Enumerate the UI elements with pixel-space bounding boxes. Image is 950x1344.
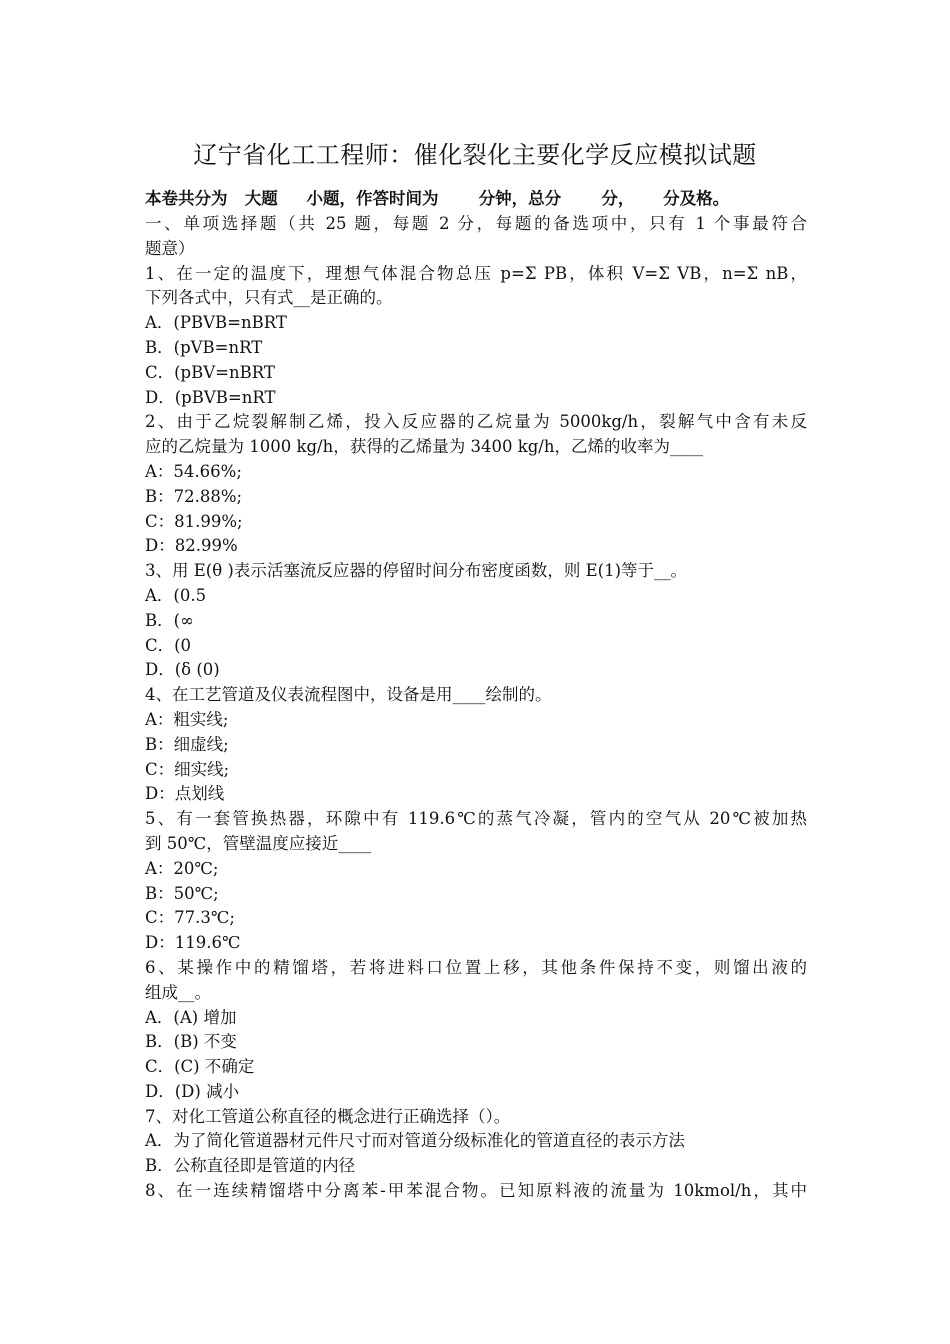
text-line: B：72.88%;: [145, 486, 243, 506]
text-line: 1、在一定的温度下，理想气体混合物总压 p=Σ PB，体积 V=Σ VB，n=Σ nB，: [145, 263, 807, 283]
text-line: A：粗实线;: [145, 709, 229, 729]
text-line: C．(0: [145, 635, 192, 655]
text-line: 8、在一连续精馏塔中分离苯-甲苯混合物。已知原料液的流量为 10kmol/h，其中: [145, 1181, 807, 1201]
text-line: B．(pVB=nRT: [145, 337, 263, 357]
text-line: B：细虚线;: [145, 734, 229, 754]
text-line: D．(δ (0): [145, 660, 220, 680]
text-line: 7、对化工管道公称直径的概念进行正确选择（）。: [145, 1106, 511, 1126]
text-line: C．(C) 不确定: [145, 1057, 255, 1077]
text-line: 组成__。: [145, 982, 211, 1002]
text-line: A．为了简化管道器材元件尺寸而对管道分级标准化的管道直径的表示方法: [145, 1131, 685, 1151]
text-line: C：77.3℃;: [145, 908, 235, 928]
text-line: A．(PBVB=nBRT: [145, 313, 287, 333]
text-line: A：20℃;: [145, 858, 219, 878]
text-line: C：细实线;: [145, 759, 230, 779]
text-line: B．(B) 不变: [145, 1032, 237, 1052]
text-line: C．(pBV=nBRT: [145, 362, 275, 382]
text-line: 3、用 E(θ )表示活塞流反应器的停留时间分布密度函数，则 E(1)等于__。: [145, 561, 688, 581]
text-line: 6、某操作中的精馏塔，若将进料口位置上移，其他条件保持不变，则馏出液的: [145, 957, 807, 977]
page-title: 辽宁省化工工程师：催化裂化主要化学反应模拟试题: [193, 141, 757, 169]
exam-intro: 本卷共分为 大题 小题，作答时间为 分钟，总分 分， 分及格。: [145, 189, 730, 208]
text-line: D：82.99%: [145, 536, 238, 556]
text-line: 一、单项选择题（共 25 题，每题 2 分，每题的备选项中，只有 1 个事最符合: [145, 214, 807, 233]
text-line: B．(∞: [145, 610, 194, 630]
text-line: 4、在工艺管道及仪表流程图中，设备是用____绘制的。: [145, 685, 552, 705]
text-line: 应的乙烷量为 1000 kg/h，获得的乙烯量为 3400 kg/h，乙烯的收率为____: [145, 437, 703, 457]
text-line: 2、由于乙烷裂解制乙烯，投入反应器的乙烷量为 5000kg/h，裂解气中含有未反: [145, 412, 807, 432]
text-line: D．(pBVB=nRT: [145, 387, 276, 407]
text-line: 下列各式中，只有式__是正确的。: [145, 288, 393, 308]
text-line: B．公称直径即是管道的内径: [145, 1156, 356, 1176]
question-list: [145, 212, 807, 1204]
text-line: C：81.99%;: [145, 511, 243, 531]
text-line: B：50℃;: [145, 883, 219, 903]
text-line: 5、有一套管换热器，环隙中有 119.6℃的蒸气冷凝，管内的空气从 20℃被加热: [145, 809, 807, 829]
text-line: 题意）: [145, 238, 195, 258]
text-line: D：点划线: [145, 784, 225, 804]
text-line: 到 50℃，管壁温度应接近____: [145, 833, 372, 853]
text-line: D：119.6℃: [145, 933, 241, 953]
text-line: A．(0.5: [145, 585, 207, 605]
text-line: D．(D) 减小: [145, 1081, 240, 1101]
text-line: A．(A) 增加: [145, 1007, 237, 1027]
text-line: A：54.66%;: [145, 461, 242, 481]
